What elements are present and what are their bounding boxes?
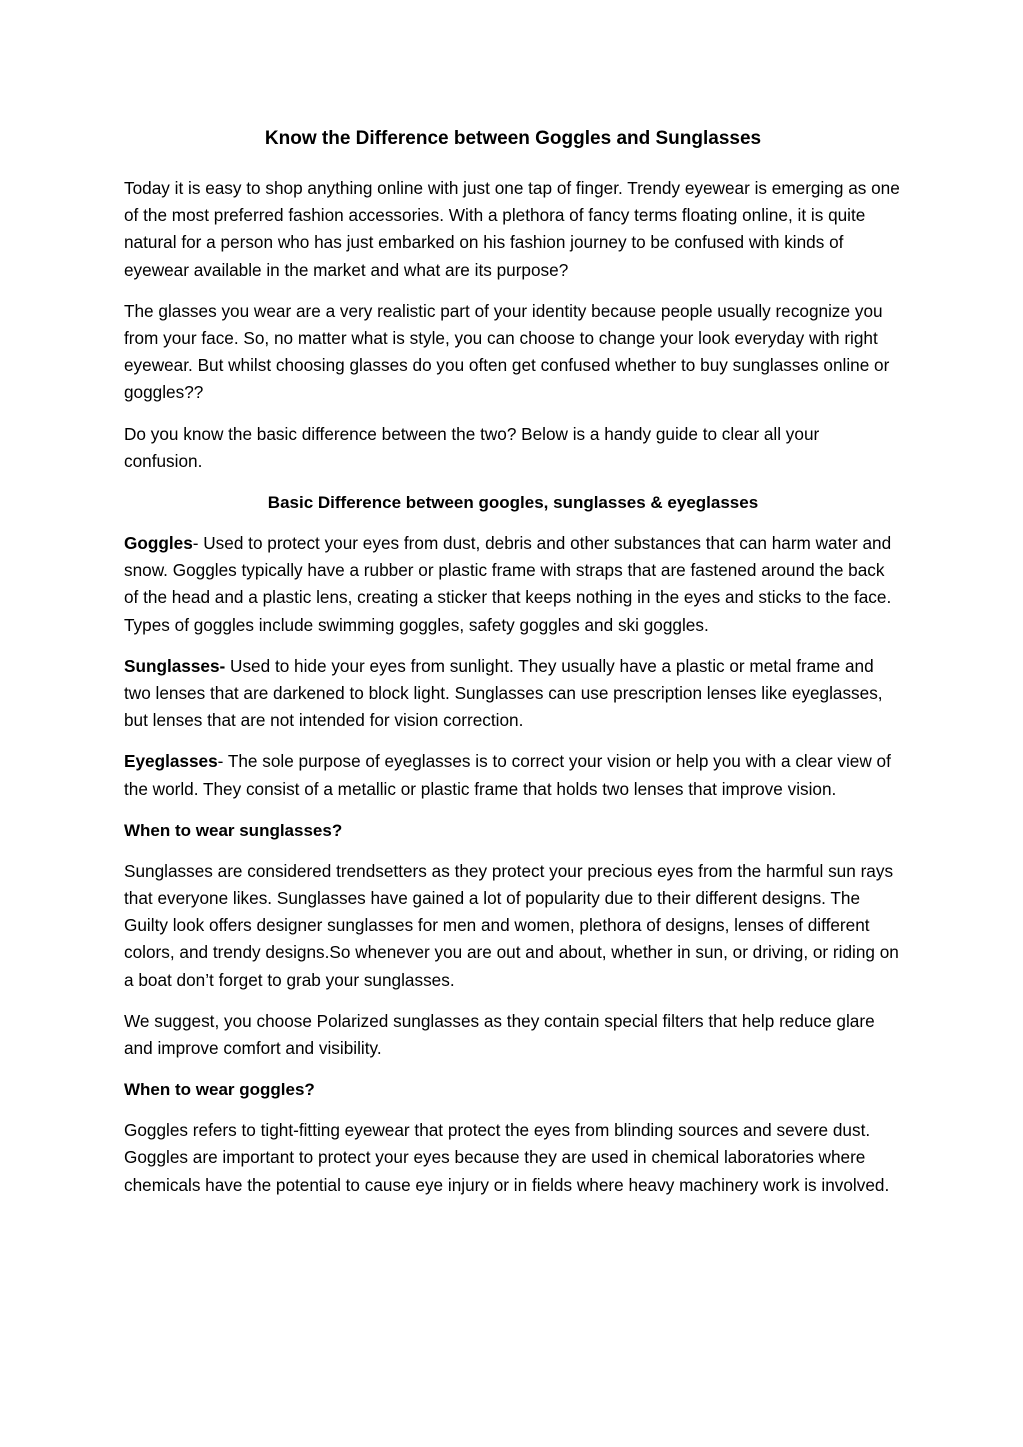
document-title: Know the Difference between Goggles and Sunglasses xyxy=(264,128,762,149)
goggles-paragraph: Goggles refers to tight-fitting eyewear that protect the eyes from blinding sources and severe dust. Goggles are important to protect your eyes because they are used in chemical laboratories where chemicals have the potential to cause eye injury or in fields where heavy machinery work is involved. xyxy=(124,1120,890,1195)
definition-term: Eyeglasses xyxy=(124,751,218,772)
definition-term: Goggles xyxy=(124,533,193,554)
definition-text: Used to hide your eyes from sunlight. They usually have a plastic or metal frame and two lenses that are darkened to block light. Sunglasses can use prescription lenses like eyeglasses, but lenses that are not intended for vision correction. xyxy=(124,655,883,731)
intro-paragraph: Today it is easy to shop anything online with just one tap of finger. Trendy eyewear is emerging as one of the most preferred fashion accessories. With a plethora of fancy terms floating online, it is quite natural for a person who has just embarked on his fashion journey to be confused with kinds of eyewear available in the market and what are its purpose? xyxy=(124,178,900,280)
intro-paragraph: The glasses you wear are a very realistic part of your identity because people usually recognize you from your face. So, no matter what is style, you can choose to change your look everyday with right eyewear. But whilst choosing glasses do you often get confused whether to buy sunglasses online or goggles?? xyxy=(124,300,890,403)
definition-sunglasses xyxy=(124,653,902,735)
sunglasses-paragraph: Sunglasses are considered trendsetters as they protect your precious eyes from the harmful sun rays that everyone likes. Sunglasses have gained a lot of popularity due to their different designs. The Guilty look offers designer sunglasses for men and women, plethora of designs, lenses of different colors, and trendy designs.So whenever you are out and about, whether in sun, or driving, or riding on a boat don’t forget to grab your sunglasses. xyxy=(124,860,899,990)
goggles-section-heading: When to wear goggles? xyxy=(124,1080,315,1100)
definition-goggles xyxy=(124,530,902,639)
sunglasses-paragraph: We suggest, you choose Polarized sunglasses as they contain special filters that help reduce glare and improve comfort and visibility. xyxy=(124,1010,875,1059)
intro-paragraph: Do you know the basic difference between the two? Below is a handy guide to clear all your confusion. xyxy=(124,423,820,471)
sunglasses-section-heading: When to wear sunglasses? xyxy=(124,820,343,840)
definition-eyeglasses xyxy=(124,748,902,802)
definition-text: - Used to protect your eyes from dust, debris and other substances that can harm water and snow. Goggles typically have a rubber or plastic frame with straps that are fastened around the back of the head and a plastic lens, creating a sticker that keeps nothing in the eyes and sticks to the face. Types of goggles include swimming goggles, safety goggles and ski goggles. xyxy=(124,533,892,635)
document-body xyxy=(124,122,902,1213)
definition-term: Sunglasses- xyxy=(124,655,226,676)
difference-heading: Basic Difference between googles, sunglasses & eyeglasses xyxy=(267,493,759,513)
definition-text: - The sole purpose of eyeglasses is to correct your vision or help you with a clear view of the world. They consist of a metallic or plastic frame that holds two lenses that improve vision. xyxy=(124,751,891,799)
